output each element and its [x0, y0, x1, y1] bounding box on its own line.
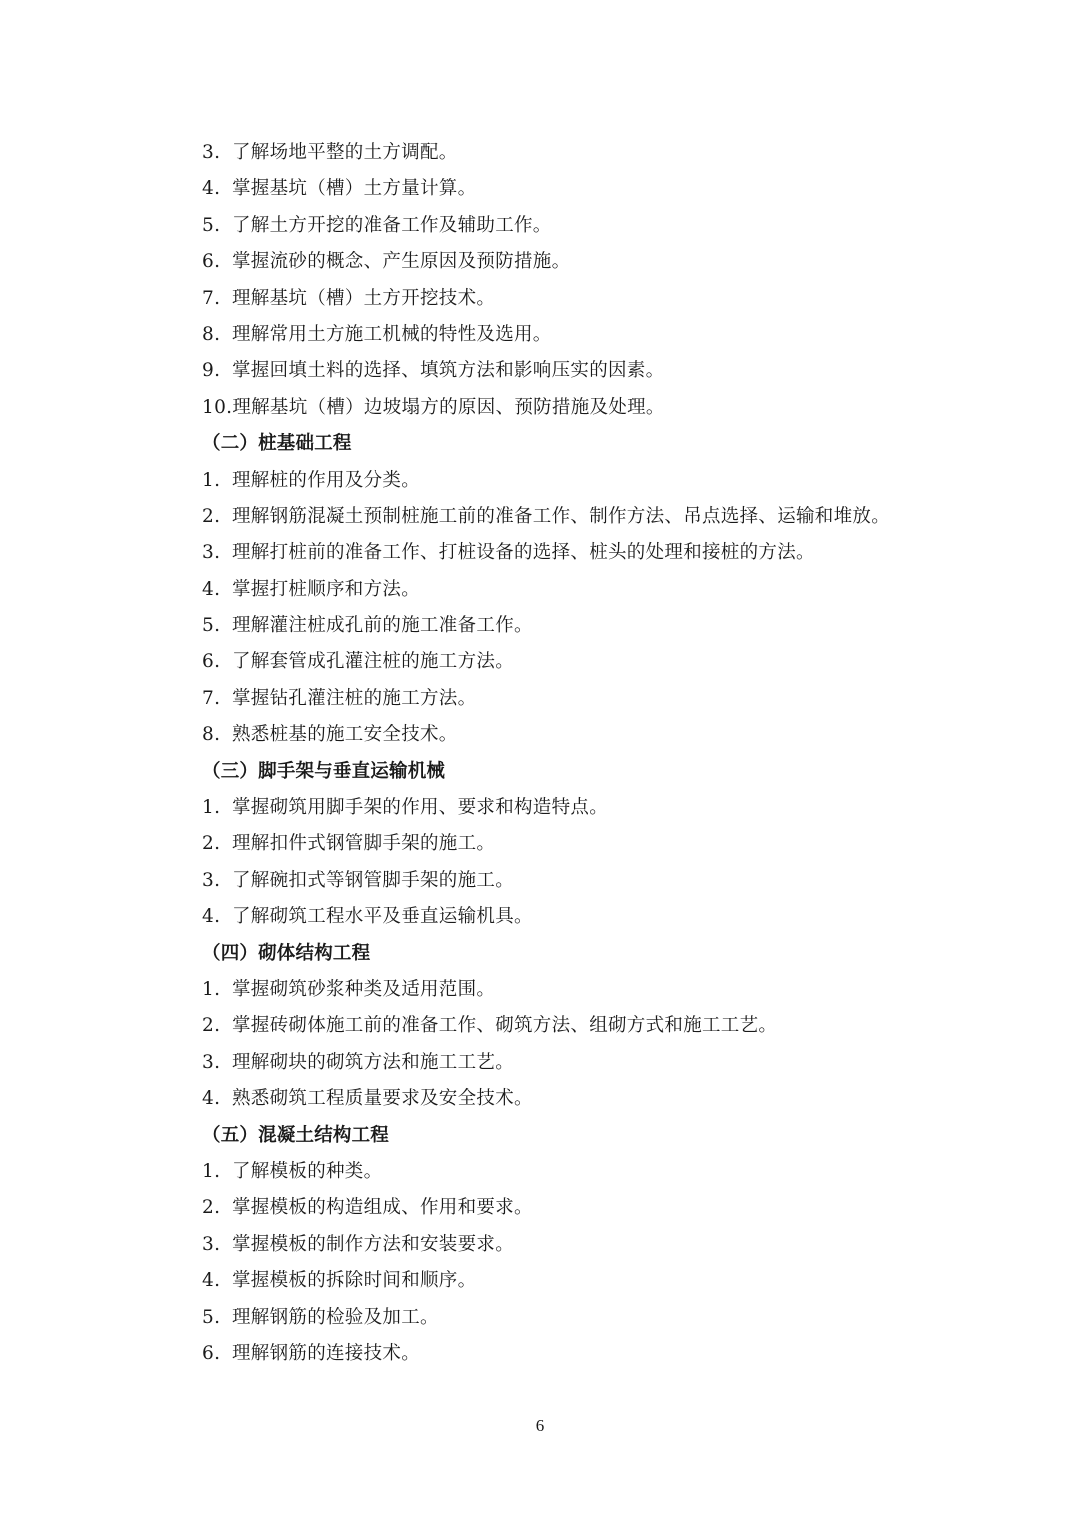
- section-heading: （四）砌体结构工程: [202, 942, 371, 964]
- list-item-number: 5.: [202, 1306, 221, 1328]
- list-item-number: 9.: [202, 360, 221, 382]
- list-item-text: 了解土方开挖的准备工作及辅助工作。: [232, 214, 552, 236]
- page-content: [202, 135, 1022, 1372]
- list-item-text: 理解打桩前的准备工作、打桩设备的选择、桩头的处理和接桩的方法。: [232, 542, 815, 564]
- list-item-text: 掌握砌筑用脚手架的作用、要求和构造特点。: [232, 797, 609, 819]
- list-item-number: 6.: [202, 251, 221, 273]
- list-item: [202, 1154, 1022, 1190]
- list-item-number: 7.: [202, 287, 221, 309]
- list-item-text: 掌握流砂的概念、产生原因及预防措施。: [232, 251, 571, 273]
- list-item: [202, 499, 1022, 535]
- section-heading: （二）桩基础工程: [202, 433, 352, 455]
- list-item: [202, 899, 1022, 935]
- list-item-text: 理解扣件式钢管脚手架的施工。: [232, 833, 496, 855]
- list-item-text: 熟悉桩基的施工安全技术。: [232, 724, 458, 746]
- list-item-number: 4.: [202, 1270, 221, 1292]
- list-item-text: 掌握模板的拆除时间和顺序。: [232, 1270, 477, 1292]
- list-item-number: 3.: [202, 142, 221, 163]
- list-item-number: 4.: [202, 578, 221, 600]
- list-item: [202, 572, 1022, 608]
- list-item: [202, 317, 1022, 353]
- list-item-text: 了解砌筑工程水平及垂直运输机具。: [232, 906, 533, 928]
- list-item-number: 3.: [202, 869, 221, 891]
- list-item: [202, 463, 1022, 499]
- list-item-number: 4.: [202, 1088, 221, 1110]
- list-item-number: 3.: [202, 1051, 221, 1073]
- list-item: [202, 1263, 1022, 1299]
- list-item-text: 掌握砌筑砂浆种类及适用范围。: [232, 978, 496, 1000]
- list-item-number: 7.: [202, 687, 221, 709]
- list-item: [202, 790, 1022, 826]
- list-item-text: 掌握回填土料的选择、填筑方法和影响压实的因素。: [232, 360, 665, 382]
- list-item-number: 5.: [202, 214, 221, 236]
- list-item-number: 6.: [202, 651, 221, 673]
- list-item: [202, 171, 1022, 207]
- list-item-text: 理解基坑（槽）土方开挖技术。: [232, 287, 496, 309]
- list-item-text: 了解模板的种类。: [232, 1160, 383, 1182]
- list-item: [202, 353, 1022, 389]
- list-item-text: 了解套管成孔灌注桩的施工方法。: [232, 651, 515, 673]
- list-item-number: 8.: [202, 724, 221, 746]
- list-item-number: 2.: [202, 505, 221, 527]
- list-item-number: 1.: [202, 469, 221, 491]
- section-heading: （五）混凝土结构工程: [202, 1124, 390, 1146]
- list-item: [202, 1190, 1022, 1226]
- list-item: [202, 390, 1022, 426]
- list-item-text: 了解碗扣式等钢管脚手架的施工。: [232, 869, 515, 891]
- list-item-number: 3.: [202, 542, 221, 564]
- list-item: [202, 135, 1022, 171]
- list-item-text: 理解基坑（槽）边坡塌方的原因、预防措施及处理。: [232, 396, 665, 418]
- list-item-number: 8.: [202, 323, 221, 345]
- list-item-text: 掌握钻孔灌注桩的施工方法。: [232, 687, 477, 709]
- list-item-text: 掌握打桩顺序和方法。: [232, 578, 421, 600]
- list-item-number: 4.: [202, 178, 221, 200]
- list-item: [202, 1336, 1022, 1372]
- list-item: [202, 1300, 1022, 1336]
- list-item-text: 掌握砖砌体施工前的准备工作、砌筑方法、组砌方式和施工工艺。: [232, 1015, 778, 1037]
- list-item: [202, 1227, 1022, 1263]
- list-item: [202, 717, 1022, 753]
- list-item-text: 理解钢筋混凝土预制桩施工前的准备工作、制作方法、吊点选择、运输和堆放。: [232, 505, 891, 527]
- list-item: [202, 244, 1022, 280]
- list-item: [202, 208, 1022, 244]
- list-item-text: 理解钢筋的连接技术。: [232, 1342, 421, 1364]
- list-item: [202, 1081, 1022, 1117]
- list-item: [202, 681, 1022, 717]
- list-item-text: 理解桩的作用及分类。: [232, 469, 421, 491]
- list-item-number: 10.: [202, 396, 233, 418]
- list-item-number: 3.: [202, 1233, 221, 1255]
- list-item: [202, 826, 1022, 862]
- list-item: [202, 1045, 1022, 1081]
- section-heading: （三）脚手架与垂直运输机械: [202, 760, 446, 782]
- list-item-text: 理解灌注桩成孔前的施工准备工作。: [232, 615, 533, 637]
- list-item: [202, 863, 1022, 899]
- list-item: [202, 608, 1022, 644]
- list-item-text: 理解砌块的砌筑方法和施工工艺。: [232, 1051, 515, 1073]
- list-item-text: 掌握模板的构造组成、作用和要求。: [232, 1197, 533, 1219]
- list-item-number: 1.: [202, 797, 221, 819]
- list-item-number: 1.: [202, 978, 221, 1000]
- list-item: [202, 1008, 1022, 1044]
- list-item-number: 4.: [202, 906, 221, 928]
- list-item: [202, 281, 1022, 317]
- page-number: 6: [535, 1416, 545, 1435]
- list-item-number: 6.: [202, 1342, 221, 1364]
- list-item: [202, 644, 1022, 680]
- list-item-text: 掌握基坑（槽）土方量计算。: [232, 178, 477, 200]
- list-item-text: 掌握模板的制作方法和安装要求。: [232, 1233, 515, 1255]
- list-item-text: 了解场地平整的土方调配。: [232, 142, 458, 163]
- list-item-text: 理解常用土方施工机械的特性及选用。: [232, 323, 552, 345]
- list-item-number: 2.: [202, 1015, 221, 1037]
- list-item: [202, 972, 1022, 1008]
- list-item-number: 1.: [202, 1160, 221, 1182]
- list-item-text: 理解钢筋的检验及加工。: [232, 1306, 439, 1328]
- list-item: [202, 535, 1022, 571]
- list-item-number: 5.: [202, 615, 221, 637]
- list-item-text: 熟悉砌筑工程质量要求及安全技术。: [232, 1088, 533, 1110]
- list-item-number: 2.: [202, 833, 221, 855]
- list-item-number: 2.: [202, 1197, 221, 1219]
